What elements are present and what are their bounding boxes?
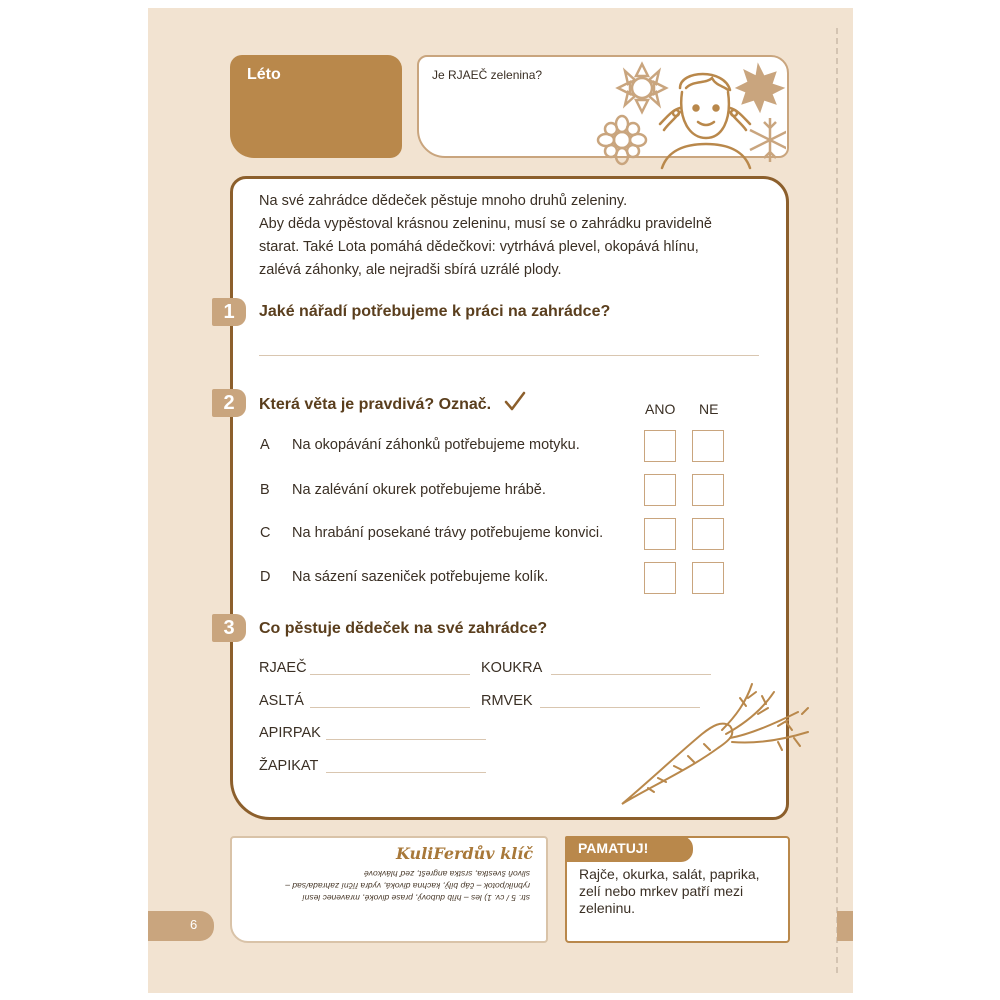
page-number: 6 [190,917,198,932]
intro-line: Aby děda vypěstoval krásnou zeleninu, musí se o zahrádku pravidelně [259,216,712,232]
scrambled-word: APIRPAK [259,725,321,741]
task-3-badge: 3 [212,614,246,642]
sunflower-icon [618,64,666,112]
page-edge-tab [837,911,853,941]
task-1-answer-line[interactable] [259,355,759,356]
option-text: Na okopávání záhonků potřebujeme motyku. [292,437,580,453]
option-letter: D [260,569,271,585]
option-b-yes-checkbox[interactable] [644,474,676,506]
scrambled-word: KOUKRA [481,660,543,676]
carrot-illustration [618,678,814,810]
cut-line [836,28,838,973]
option-c-no-checkbox[interactable] [692,518,724,550]
task-1-title: Jaké nářadí potřebujeme k práci na zahrádce? [259,303,611,320]
word-answer-line[interactable] [326,739,486,740]
option-letter: B [260,482,270,498]
scrambled-word: RJAEČ [259,660,307,676]
leaf-icon [736,64,784,112]
word-answer-line[interactable] [551,674,711,675]
option-letter: C [260,525,271,541]
option-a-yes-checkbox[interactable] [644,430,676,462]
option-text: Na zalévání okurek potřebujeme hrábě. [292,482,546,498]
task-3-title: Co pěstuje dědeček na své zahrádce? [259,620,548,637]
option-d-no-checkbox[interactable] [692,562,724,594]
scrambled-word: ASLTÁ [259,693,304,709]
intro-line: Na své zahrádce dědeček pěstuje mnoho druhů zeleniny. [259,193,628,209]
word-answer-line[interactable] [326,772,486,773]
task-1-badge: 1 [212,298,246,326]
task-2-badge: 2 [212,389,246,417]
word-answer-line[interactable] [310,707,470,708]
task-2-title: Která věta je pravdivá? Označ. [259,396,492,413]
option-text: Na sázení sazeniček potřebujeme kolík. [292,569,549,585]
flower-icon [598,116,646,164]
option-letter: A [260,437,270,453]
answer-key-text: str. 5 / cv. 1) les – hřib dubový, prase divoké, mravenec lesní rybník/potok – čáp bílý, kachna divoká, vydra říční zahrada/sad – slivoň švestka, srstka angrešt, zeď hlávkové [285,869,530,903]
memo-title: PAMATUJ! [578,840,649,856]
option-b-no-checkbox[interactable] [692,474,724,506]
scrambled-word: RMVEK [481,693,533,709]
intro-text [259,190,769,282]
intro-line: zalévá záhonky, ale nejradši sbírá uzrálé plody. [259,262,562,278]
option-d-yes-checkbox[interactable] [644,562,676,594]
memo-text: Rajče, okurka, salát, paprika, zelí nebo mrkev patří mezi zeleninu. [579,866,760,916]
option-c-yes-checkbox[interactable] [644,518,676,550]
scrambled-word: ŽAPIKAT [259,758,319,774]
header-illustration [594,58,786,170]
snowflake-icon [750,118,786,162]
season-title: Léto [247,66,281,83]
option-a-no-checkbox[interactable] [692,430,724,462]
check-icon [503,390,527,414]
intro-line: starat. Také Lota pomáhá dědečkovi: vytrhává plevel, okopává hlínu, [259,239,699,255]
word-answer-line[interactable] [310,674,470,675]
page-number-tab [148,911,214,941]
column-no-header: NE [699,401,719,417]
answer-key-title: KuliFerdův klíč [396,844,534,863]
column-yes-header: ANO [645,401,676,417]
option-text: Na hrabání posekané trávy potřebujeme konvici. [292,525,604,541]
header-question: Je RJAEČ zelenina? [432,68,543,82]
